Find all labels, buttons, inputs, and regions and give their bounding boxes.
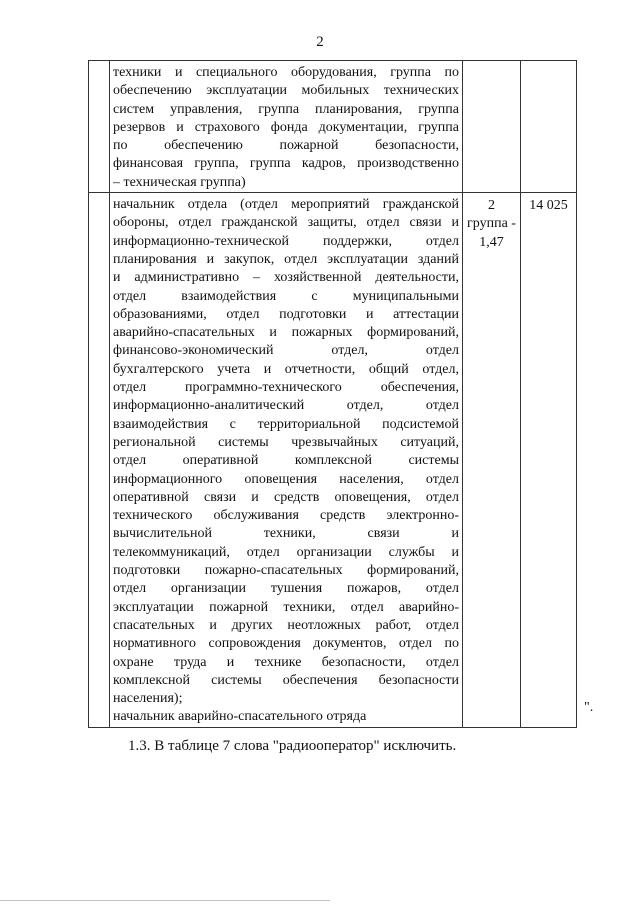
text-line: финансово-экономический отдел, отдел [113, 343, 459, 359]
text-line: комплексной системы обеспечения безопасности [113, 672, 459, 688]
text-line: информационно-аналитический отдел, отдел [113, 398, 459, 414]
text-line: техники и специального оборудования, группа по [113, 65, 459, 80]
text-line: планирования и закупок, отдел эксплуатации зданий [113, 251, 459, 267]
table-cell-group [463, 193, 521, 728]
text-line: резервов и страхового фонда документации, группа [113, 119, 459, 135]
table-row [89, 61, 577, 193]
group-label: группа - [467, 216, 516, 232]
text-line: охране труда и технике безопасности, отдел [113, 654, 459, 670]
group-coefficient: 1,47 [479, 234, 504, 250]
table-cell-group [463, 61, 521, 193]
text-line: отдел организации тушения пожаров, отдел [113, 581, 459, 597]
closing-quote: ". [584, 700, 594, 715]
text-line: – техническая группа) [113, 174, 246, 190]
positions-text [110, 193, 462, 727]
text-line: региональной системы чрезвычайных ситуаций, [113, 434, 459, 450]
text-line: образованиями, отдел подготовки и аттестации [113, 306, 459, 322]
salary-value: 14 025 [529, 198, 568, 214]
table-cell-index [89, 61, 110, 193]
table-cell-positions [110, 61, 463, 193]
text-line: отдел взаимодействия с муниципальными [113, 288, 459, 304]
text-line: взаимодействия с территориальной подсистемой [113, 416, 459, 432]
table-cell-salary [521, 193, 577, 728]
scan-artifact-line [0, 900, 330, 901]
table-row [89, 193, 577, 728]
page-number: 2 [316, 34, 324, 50]
text-line: обороны, отдел гражданской защиты, отдел связи и [113, 215, 459, 231]
text-line: начальник аварийно-спасательного отряда [113, 709, 367, 725]
group-number: 2 [488, 198, 495, 214]
text-line: обеспечению эксплуатации мобильных технических [113, 83, 459, 99]
table-cell-positions [110, 193, 463, 728]
staff-salary-table [88, 60, 577, 728]
text-line: информационного оповещения населения, отдел [113, 471, 459, 487]
text-line: технического обслуживания средств электронно- [113, 508, 459, 524]
text-line: вычислительной техники, связи и [113, 526, 459, 542]
positions-text [110, 61, 462, 192]
text-line: эксплуатации пожарной техники, отдел аварийно- [113, 599, 459, 615]
text-line: спасательных и других неотложных работ, отдел [113, 617, 459, 633]
text-line: населения); [113, 691, 183, 707]
text-line: отдел оперативной комплексной системы [113, 453, 459, 469]
text-line: телекоммуникаций, отдел организации службы и [113, 544, 459, 560]
text-line: подготовки пожарно-спасательных формирований, [113, 563, 459, 579]
text-line: начальник отдела (отдел мероприятий гражданской [113, 197, 459, 213]
text-line: бухгалтерского учета и отчетности, общий отдел, [113, 361, 459, 377]
text-line: финансовая группа, группа кадров, производственно [113, 156, 459, 172]
text-line: по обеспечению пожарной безопасности, [113, 138, 459, 154]
text-line: оперативной связи и средств оповещения, отдел [113, 489, 459, 505]
text-line: нормативного сопровождения документов, отдел по [113, 636, 459, 652]
table-cell-salary [521, 61, 577, 193]
text-line: информационно-технической поддержки, отдел [113, 233, 459, 249]
text-line: систем управления, группа планирования, группа [113, 101, 459, 117]
text-line: отдел программно-технического обеспечения, [113, 380, 459, 396]
amendment-paragraph: 1.3. В таблице 7 слова "радиооператор" исключить. [128, 738, 457, 754]
text-line: и административно – хозяйственной деятельности, [113, 270, 459, 286]
table-cell-index [89, 193, 110, 728]
text-line: аварийно-спасательных и пожарных формирований, [113, 325, 459, 341]
